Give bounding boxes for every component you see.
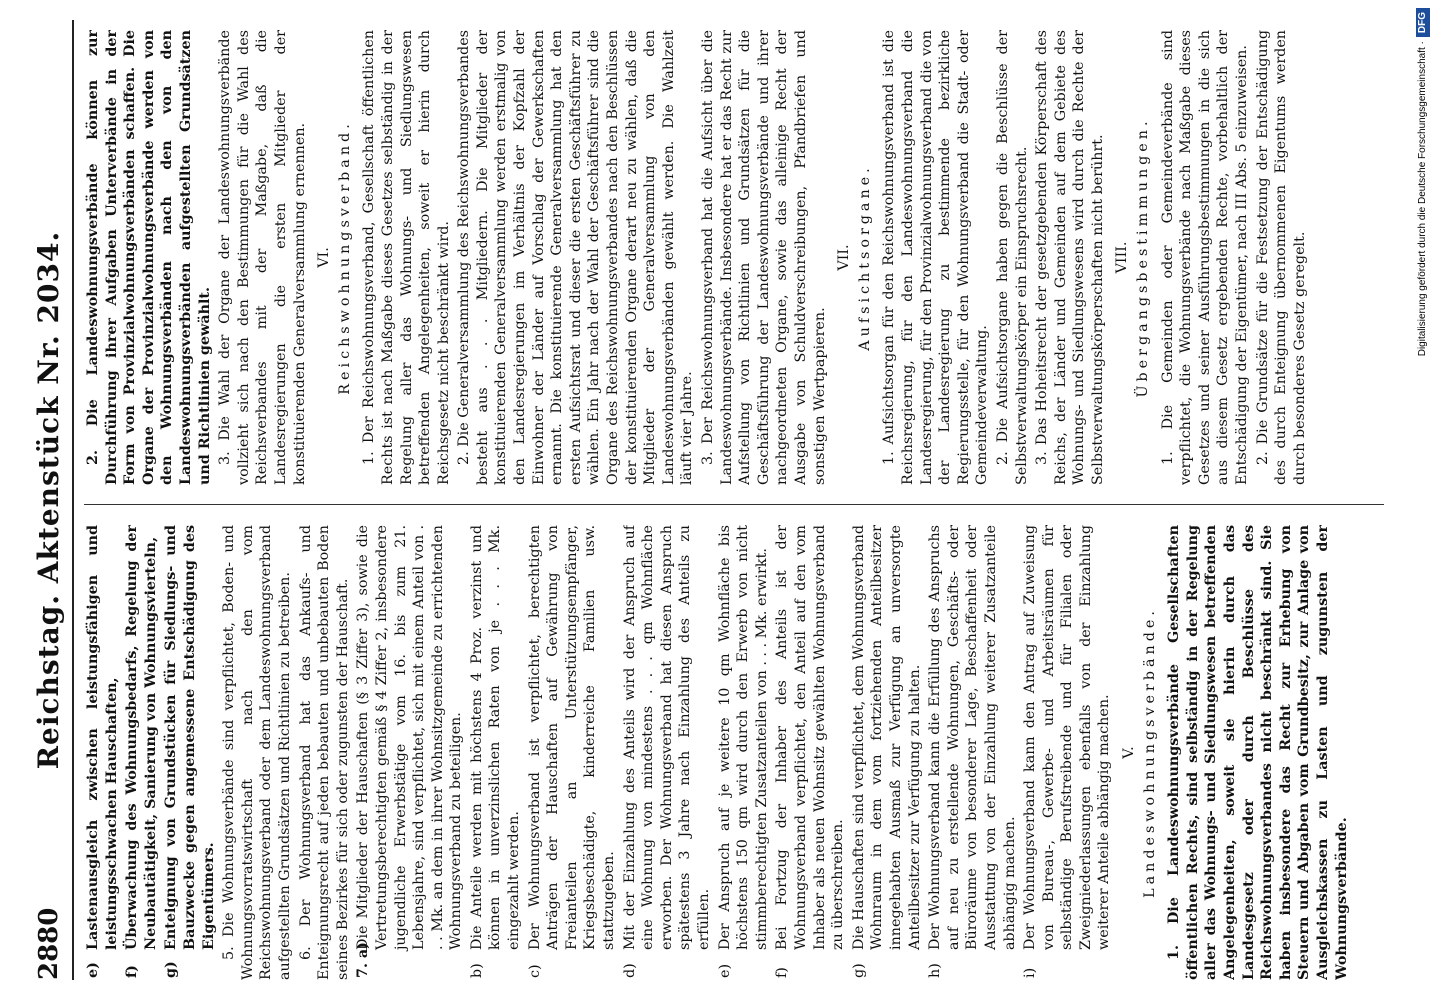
list-item: 7. a) Die Mitglieder der Hauschaften (§ 3 Ziffer 3), sowie die Vertretungsberechtigten gemäß § 4 Ziffer 2, insbesondere jugendliche Erwerbstätige vom 16. bis zum 21. Lebensjahre, sind verpflichtet, sich mit einem Anteil von . . . Mk. an dem in ihrer Wohnsitzgemeinde zu errichtenden Wohnungsverband zu beteiligen. <box>355 525 465 978</box>
paragraph: 3. Die Wahl der Organe der Landeswohnungsverbände vollzieht sich nach den Bestimmungen für die Wahl des Reichsverbandes mit der Maßgabe, daß die Landesregierungen die ersten Mitglieder der konstituierenden Generalversammlung ernennen. <box>217 30 308 485</box>
paragraph: 1. Die Gemeinden oder Gemeindeverbände sind verpflichtet, die Wohnungsverbände nach Maßgabe dieses Gesetzes und seiner Ausführungsbestimmungen in die sich aus diesem Gesetz ergebenden Rechte, vorbehaltlich der Entschädigung der Eigentümer, nach III Abs. 5 einzuweisen. <box>1159 30 1251 485</box>
paragraph: 3. Das Hoheitsrecht der gesetzgebenden Körperschaft des Reichs, der Länder und Gemeinden auf dem Gebiete des Wohnungs- und Siedlungswesens wird durch die Rechte der Selbstverwaltungskörperschaften nicht berührt. <box>1034 30 1106 485</box>
left-column <box>84 525 1384 980</box>
list-item: b) Die Anteile werden mit höchstens 4 Proz. verzinst und können in unverzinslichen Raten von je . . . Mk. eingezahlt werden. <box>468 525 523 978</box>
section-number: VII. <box>836 244 853 271</box>
section-heading: Reichswohnungsverband. <box>336 120 353 395</box>
section-number: VI. <box>316 247 333 268</box>
list-item: e) Lastenausgleich zwischen leistungsfähigen und leistungsschwachen Hauschaften, <box>85 525 120 978</box>
list-item: c) Der Wohnungsverband ist verpflichtet, berechtigten Anträgen der Hauschaften auf Gewährung von Freianteilen an Unterstützungsempfänger, Kriegsbeschädigte, kinderreiche Familien usw. stattzugeben. <box>526 525 618 978</box>
dfg-logo: DFG <box>1416 8 1430 37</box>
section-heading: Aufsichtsorgane. <box>856 164 873 351</box>
section-heading: Landeswohnungsverbände. <box>1141 607 1158 898</box>
paragraph: 5. Die Wohnungsverbände sind verpflichtet, Boden- und Wohnungsvorratswirtschaft nach den vom Reichswohnungsverband oder dem Landeswohnungsverband aufgestellten Grundsätzen und Richtlinien zu betreiben. <box>221 525 293 980</box>
credit-text: Digitalisierung gefördert durch die Deutsche Forschungsgemeinschaft · <box>1417 41 1428 357</box>
list-item: f) Überwachung des Wohnungsbedarfs, Regelung der Neubautätigkeit, Sanierung von Wohnungsvierteln, <box>124 525 159 978</box>
paragraph: 1. Die Landeswohnungsverbände Gesellschaften öffentlichen Rechts, sind selbständig in der Regelung aller das Wohnungs- und Siedlungswesen betreffenden Angelegenheiten, soweit sie hierin durch das Landesgesetz oder durch Beschlüsse des Reichswohnungsverbandes nicht beschränkt sind. Sie haben insbesondere das Recht zur Erhebung von Steuern und Abgaben vom Grundbesitz, zur Anlage von Ausgleichskassen zu Lasten und zugunsten der Wohnungsverbände. <box>1166 525 1350 980</box>
list-item: f) Bei Fortzug der Inhaber des Anteils ist der Wohnungsverband verpflichtet, den Anteil auf den vom Inhaber als neuen Wohnsitz gewählten Wohnungsverband zu überschreiben. <box>774 525 847 978</box>
list-item: e) Der Anspruch auf je weitere 10 qm Wohnfläche bis höchstens 150 qm wird durch den Erwerb von nicht stimmberechtigten Zusatzanteilen von . . . Mk. erwirkt. <box>716 525 770 978</box>
list-item: i) Der Wohnungsverband kann den Antrag auf Zuweisung von Bureau-, Gewerbe- und Arbeitsräumen für selbständige Berufstreibende und für Filialen oder Zweigniederlassungen ebenfalls von der Einzahlung weiterer Anteile abhängig machen. <box>1022 525 1113 978</box>
paragraph: 2. Die Landeswohnungsverbände können zur Durchführung ihrer Aufgaben Unterverbände in der Form von Provinzialwohnungsverbänden schaffen. Die Organe der Provinzialwohnungsverbände werden von den Wohnungsverbänden nach den von den Landeswohnungsverbänden aufgestellten Grundsätzen und Richtlinien gewählt. <box>85 30 213 485</box>
list-item: h) Der Wohnungsverband kann die Erfüllung des Anspruchs auf neu zu erstellende Wohnungen, Geschäfts- oder Büroräume von besonderer Lage, Beschaffenheit oder Ausstattung von der Einzahlung weiterer Zusatzanteile abhängig machen. <box>927 525 1018 978</box>
list-item: g) Enteignung von Grundstücken für Siedlungs- und Bauzwecke gegen angemessene Entschädigung des Eigentümers. <box>163 525 217 978</box>
list-item: d) Mit der Einzahlung des Anteils wird der Anspruch auf eine Wohnung von mindestens . . . qm Wohnfläche erworben. Der Wohnungsverband hat diesen Anspruch spätestens 3 Jahre nach Einzahlung des Anteils zu erfüllen. <box>621 525 712 978</box>
section-heading: Übergangsbestimmungen. <box>1135 117 1152 398</box>
paragraph: 2. Die Aufsichtsorgane haben gegen die Beschlüsse der Selbstverwaltungskörper ein Einspruchsrecht. <box>994 30 1030 485</box>
paragraph: 3. Der Reichswohnungsverband hat die Aufsicht über die Landeswohnungsverbände. Insbesondere hat er das Recht zur Aufstellung von Richtlinien und Grundsätzen für die Geschäftsführung der Landeswohnungsverbände und ihrer nachgeordneten Organe, sowie das alleinige Recht der Ausgabe von Schuldverschreibungen, Pfandbriefen und sonstigen Wertpapieren. <box>700 30 828 485</box>
right-column <box>84 30 1384 485</box>
section-number: VIII. <box>1114 241 1131 274</box>
page-header <box>28 20 74 980</box>
paragraph: 1. Aufsichtsorgan für den Reichswohnungsverband ist die Reichsregierung, für den Landeswohnungsverband die Landesregierung, für den Provinzialwohnungsverband die von der Landesregierung zu bestimmende bezirkliche Regierungsstelle, für den Wohnungsverband die Stadt- oder Gemeindeverwaltung. <box>881 30 991 485</box>
column-divider <box>84 504 1384 505</box>
paragraph: 2. Die Grundsätze für die Festsetzung der Entschädigung des durch Enteignung übernommenen Eigentums werden durch besonderes Gesetz geregelt. <box>1254 30 1308 485</box>
digitization-credit <box>1412 0 1434 1000</box>
section-number: V. <box>1121 746 1138 759</box>
page-number: 2880 <box>34 907 64 980</box>
paragraph: 2. Die Generalversammlung des Reichswohnungsverbandes besteht aus . . . Mitgliedern. Die Mitglieder der konstituierenden Generalversammlung werden erstmalig von den Landesregierungen im Verhältnis der Kopfzahl der Einwohner der Länder auf Vorschlag der Gewerkschaften ernannt. Die konstituierende Generalversammlung hat den ersten Aufsichtsrat und dieser die ersten Geschäftsführer zu wählen. Ein Jahr nach der Wahl der Geschäftsführer sind die Organe des Reichswohnungsverbandes nach den Beschlüssen der konstituierenden Organe derart neu zu wählen, daß die Mitglieder der Generalversammlung von den Landeswohnungsverbänden gewählt werden. Die Wahlzeit läuft vier Jahre. <box>456 30 696 485</box>
paragraph: 1. Der Reichswohnungsverband, Gesellschaft öffentlichen Rechts ist nach Maßgabe dieses Gesetzes selbständig in der Regelung aller das Wohnungs- und Siedlungswesen betreffenden Angelegenheiten, soweit er hierin durch Reichsgesetz nicht beschränkt wird. <box>361 30 452 485</box>
paragraph: 6. Der Wohnungsverband hat das Ankaufs- und Enteignungsrecht auf jeden bebauten und unbebauten Boden seines Bezirkes für sich oder zugunsten der Hauschaft. <box>297 525 351 980</box>
page-title: Reichstag. Aktenstück Nr. 2034. <box>32 230 65 770</box>
list-item: g) Die Hauschaften sind verpflichtet, dem Wohnungsverband Wohnraum in dem vom fortziehenden Anteilbesitzer innegehabten Ausmaß zur Verfügung an unversorgte Anteilbesitzer zur Verfügung zu halten. <box>850 525 923 978</box>
